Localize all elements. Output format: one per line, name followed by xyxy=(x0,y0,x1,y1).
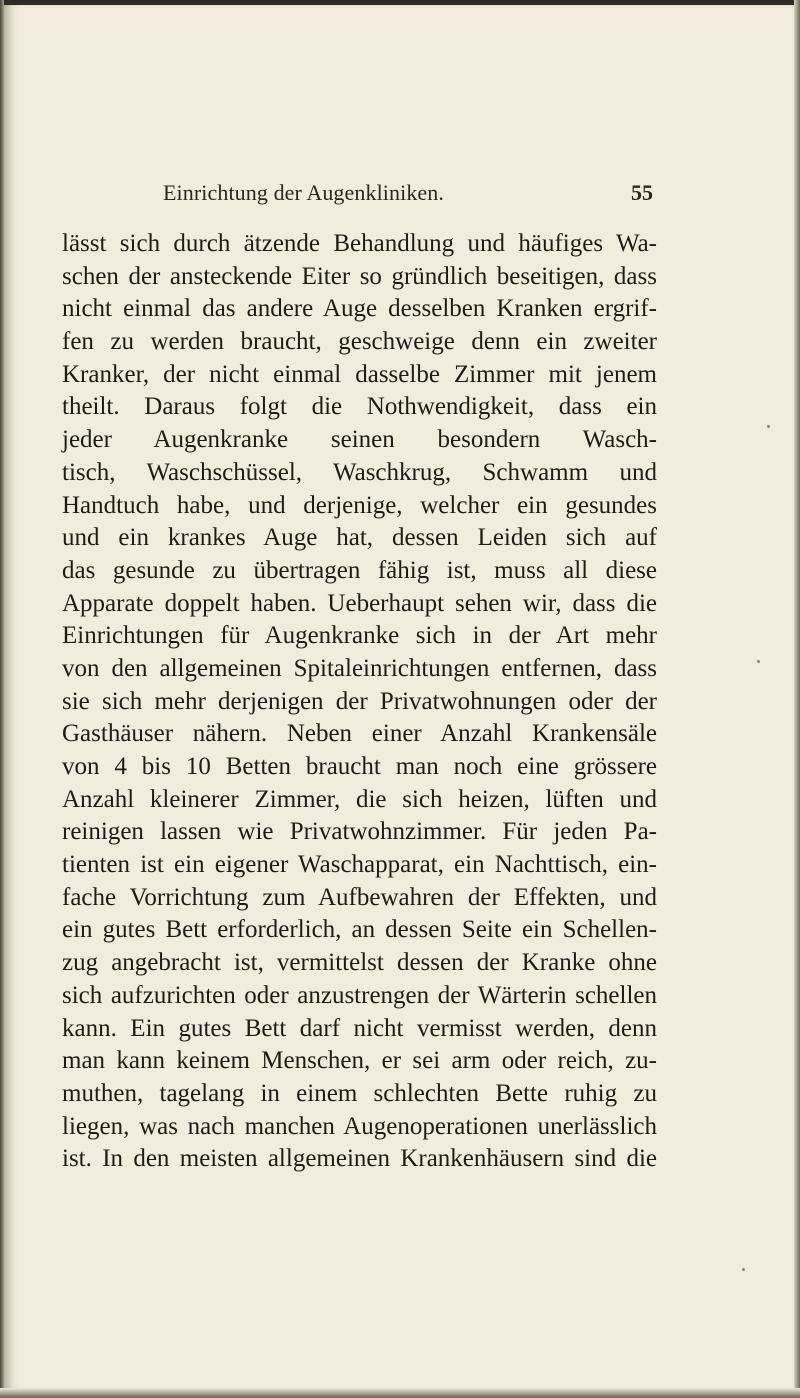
top-edge-rule xyxy=(0,0,800,5)
text-line: man kann keinem Menschen, er sei arm oder reich, zu- xyxy=(62,1047,657,1075)
text-line: das gesunde zu übertragen fähig ist, muss all diese xyxy=(62,556,657,584)
text-line: Gasthäuser nähern. Neben einer Anzahl Krankensäle xyxy=(62,720,657,748)
body-text xyxy=(62,228,657,1176)
running-title: Einrichtung der Augenkliniken. xyxy=(163,180,444,205)
text-line: muthen, tagelang in einem schlechten Bette ruhig zu xyxy=(62,1079,657,1107)
left-page-edge xyxy=(0,0,4,1398)
text-line: kann. Ein gutes Bett darf nicht vermisst werden, denn xyxy=(62,1014,657,1042)
text-line: ein gutes Bett erforderlich, an dessen Seite ein Schellen- xyxy=(62,916,657,944)
text-line: zug angebracht ist, vermittelst dessen der Kranke ohne xyxy=(62,949,657,977)
text-line: fen zu werden braucht, geschweige denn ein zweiter xyxy=(62,328,657,356)
text-line: reinigen lassen wie Privatwohnzimmer. Für jeden Pa- xyxy=(62,818,657,846)
text-line: Handtuch habe, und derjenige, welcher ein gesundes xyxy=(62,491,657,519)
text-line: theilt. Daraus folgt die Nothwendigkeit, dass ein xyxy=(62,393,657,421)
paper-speck xyxy=(742,1268,745,1271)
paper-speck xyxy=(767,425,770,428)
text-line: fache Vorrichtung zum Aufbewahren der Effekten, und xyxy=(62,883,657,911)
text-line: Einrichtungen für Augenkranke sich in der Art mehr xyxy=(62,622,657,650)
text-line: ist. In den meisten allgemeinen Krankenhäusern sind die xyxy=(62,1145,657,1173)
text-line: nicht einmal das andere Auge desselben Kranken ergrif- xyxy=(62,295,657,323)
text-line: jeder Augenkranke seinen besondern Wasch- xyxy=(62,426,657,454)
text-line: tienten ist ein eigener Waschapparat, ein Nachttisch, ein- xyxy=(62,851,657,879)
text-line: von den allgemeinen Spitaleinrichtungen entfernen, dass xyxy=(62,654,657,682)
text-line: tisch, Waschschüssel, Waschkrug, Schwamm und xyxy=(62,458,657,486)
text-line: Anzahl kleinerer Zimmer, die sich heizen, lüften und xyxy=(62,785,657,813)
right-page-edge xyxy=(794,0,800,1398)
text-line: von 4 bis 10 Betten braucht man noch eine grössere xyxy=(62,753,657,780)
text-line: sie sich mehr derjenigen der Privatwohnungen oder der xyxy=(62,687,657,715)
bottom-page-edge xyxy=(0,1388,800,1398)
text-line: lässt sich durch ätzende Behandlung und häufiges Wa- xyxy=(62,230,657,257)
page-number: 55 xyxy=(631,180,653,205)
text-line: Kranker, der nicht einmal dasselbe Zimmer mit jenem xyxy=(62,360,657,388)
text-line: Apparate doppelt haben. Ueberhaupt sehen wir, dass die xyxy=(62,589,657,617)
running-header xyxy=(163,180,653,210)
text-line: liegen, was nach manchen Augenoperationen unerlässlich xyxy=(62,1112,657,1140)
text-line: schen der ansteckende Eiter so gründlich beseitigen, dass xyxy=(62,262,657,290)
text-line: und ein krankes Auge hat, dessen Leiden sich auf xyxy=(62,524,657,552)
text-line: sich aufzurichten oder anzustrengen der Wärterin schellen xyxy=(62,981,657,1009)
paper-speck xyxy=(757,660,760,663)
